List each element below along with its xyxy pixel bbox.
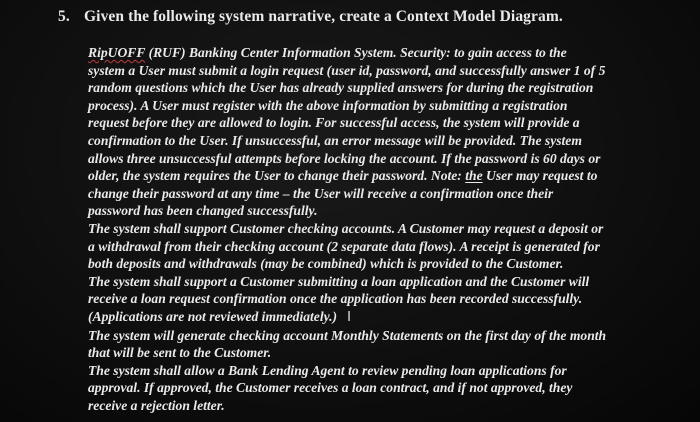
narrative-line: The system shall allow a Bank Lending Agent to review pending loan applications for (88, 362, 567, 378)
narrative-line: request before they are allowed to login. For successful access, the system will provide a (88, 115, 580, 131)
narrative-line: receive a loan request confirmation once the application has been recorded successfully. (88, 291, 583, 307)
text-cursor-icon: I (347, 309, 351, 325)
narrative-line: that will be sent to the Customer. (88, 345, 272, 361)
narrative-line: The system shall support a Customer submitting a loan application and the Customer will (88, 273, 590, 289)
narrative-line: allows three unsuccessful attempts before locking the account. If the password is 60 days or (88, 150, 601, 166)
narrative-line (88, 44, 668, 62)
system-narrative (88, 44, 668, 414)
question-number: 5. (58, 8, 70, 25)
narrative-text: Security: to gain access to the (396, 45, 567, 60)
narrative-line: random questions which the User has already supplied answers for during the registration (88, 80, 594, 96)
narrative-text: User may request to (482, 168, 598, 184)
narrative-text: older, the system requires the User to change their password. Note: (88, 168, 462, 184)
narrative-line: both deposits and withdrawals (may be combined) which is provided to the Customer. (88, 256, 564, 272)
question-prompt: Given the following system narrative, create a Context Model Diagram. (84, 8, 563, 25)
underlined-word: the (465, 168, 483, 184)
narrative-line: password has been changed successfully. (88, 203, 318, 219)
question-heading (58, 8, 563, 26)
system-title: (RUF) Banking Center Information System. (145, 45, 397, 60)
narrative-line: The system will generate checking account Monthly Statements on the first day of the month (88, 327, 607, 343)
narrative-line: confirmation to the User. If unsuccessful, an error message will be provided. The system (88, 132, 582, 148)
narrative-line: system a User must submit a login request (user id, password, and successfully answer 1 of 5 (88, 62, 606, 78)
narrative-line: The system shall support Customer checking accounts. A Customer may request a deposit or (88, 220, 604, 236)
narrative-line: receive a rejection letter. (88, 397, 225, 413)
narrative-line: approval. If approved, the Customer receives a loan contract, and if not approved, they (88, 380, 573, 396)
narrative-text: (Applications are not reviewed immediately.) (88, 308, 338, 324)
narrative-line: change their password at any time – the User will receive a confirmation once their (88, 185, 554, 201)
narrative-line: a withdrawal from their checking account (2 separate data flows). A receipt is generated for (88, 238, 600, 254)
system-title-name: RipUOFF (88, 45, 146, 60)
narrative-line (88, 308, 668, 327)
narrative-line (88, 167, 668, 185)
narrative-line: process). A User must register with the above information by submitting a registration (88, 97, 568, 113)
